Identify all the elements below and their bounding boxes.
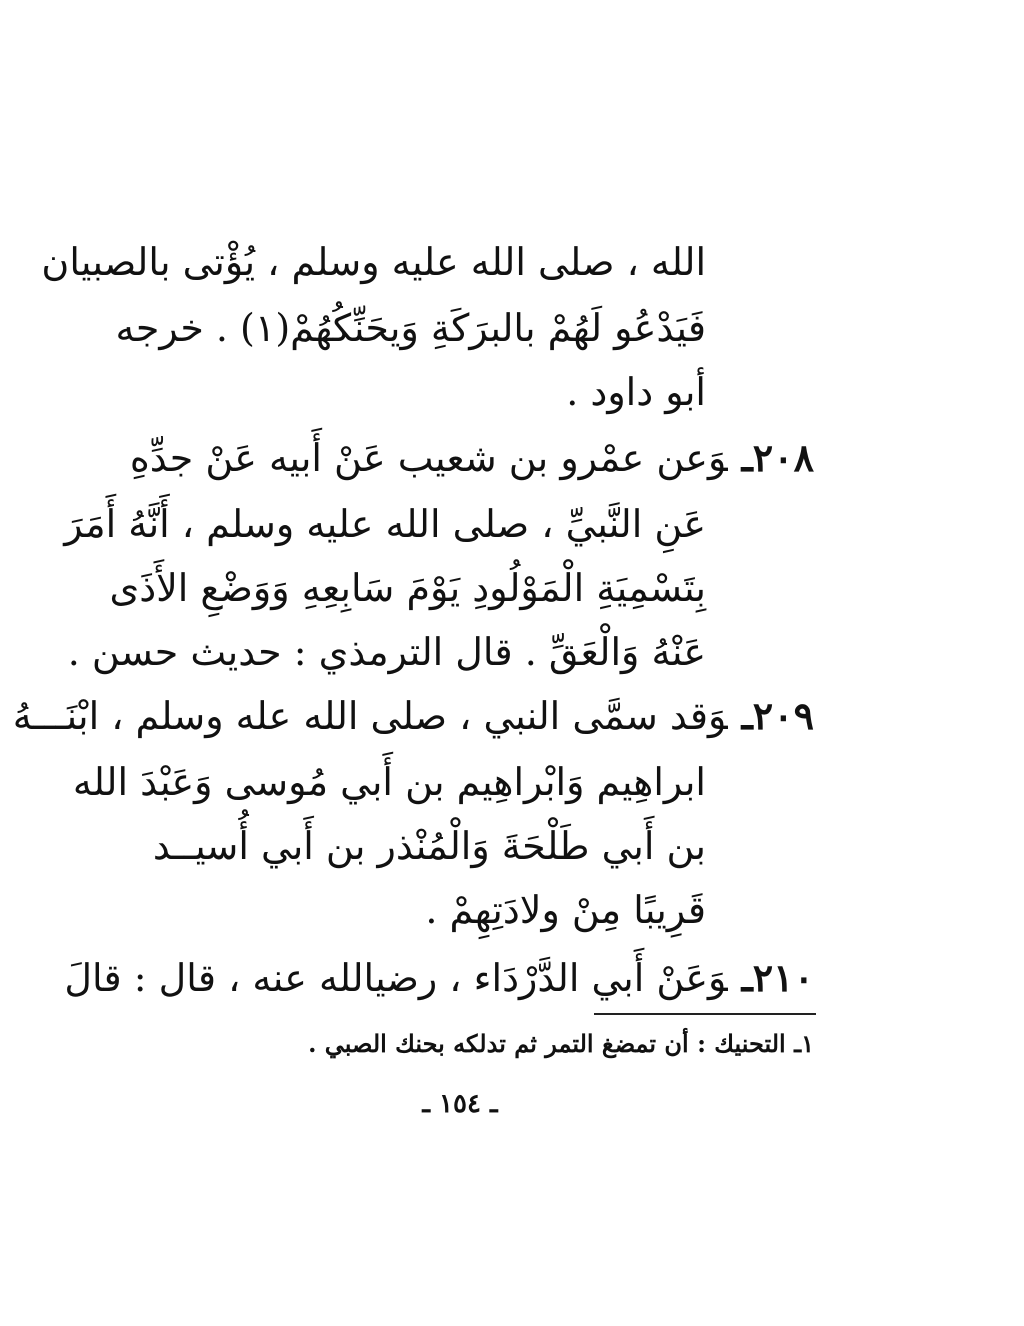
text-line: وَعن عمْرو بن شعيب عَنْ أَبيه عَنْ جدِّهِ <box>129 436 728 480</box>
text-line: بن أَبي طَلْحَةَ وَالْمُنْذر بن أَبي أُسيــد <box>152 824 706 868</box>
text-line: عَنِ النَّبيِّ ، صلى الله عليه وسلم ، أَنَّهُ أَمَرَ <box>64 502 706 546</box>
hadith-210-line <box>64 948 814 1008</box>
text-line: وَعَنْ أَبي الدَّرْدَاء ، رضيالله عنه ، قال : قالَ <box>64 956 728 1000</box>
footnote-divider <box>594 1013 816 1015</box>
text-line: وَقد سمَّى النبي ، صلى الله عله وسلم ، ابْنَـــهُ <box>12 694 728 738</box>
footnote: ١ـ التحنيك : أن تمضغ التمر ثم تدلكه بحنك الصبي . <box>308 1029 814 1058</box>
hadith-208-line <box>129 428 814 488</box>
hadith-number: ٢٠٩ـ <box>741 693 814 738</box>
text-line: الله ، صلى الله عليه وسلم ، يُؤْتى بالصبيان <box>41 240 706 284</box>
hadith-number: ٢٠٨ـ <box>741 435 814 480</box>
text-line: أبو داود . <box>566 370 706 414</box>
text-line: عَنْهُ وَالْعَقِّ . قال الترمذي : حديث حسن . <box>67 630 706 674</box>
hadith-209-line <box>12 686 814 746</box>
text-line: قَرِيبًا مِنْ ولادَتِهِمْ . <box>425 888 706 932</box>
text-line: ابراهِيم وَابْراهِيم بن أَبي مُوسى وَعَبْدَ الله <box>72 760 706 804</box>
text-line: فَيَدْعُو لَهُمْ بالبرَكَةِ وَيحَنِّكُهُمْ(١) . خرجه <box>115 306 706 350</box>
text-line: بِتَسْمِيَةِ الْمَوْلُودِ يَوْمَ سَابِعِهِ وَوَضْعِ الأَذَى <box>109 566 706 610</box>
page-number: ـ ١٥٤ ـ <box>422 1089 498 1119</box>
hadith-number: ٢١٠ـ <box>741 955 814 1000</box>
